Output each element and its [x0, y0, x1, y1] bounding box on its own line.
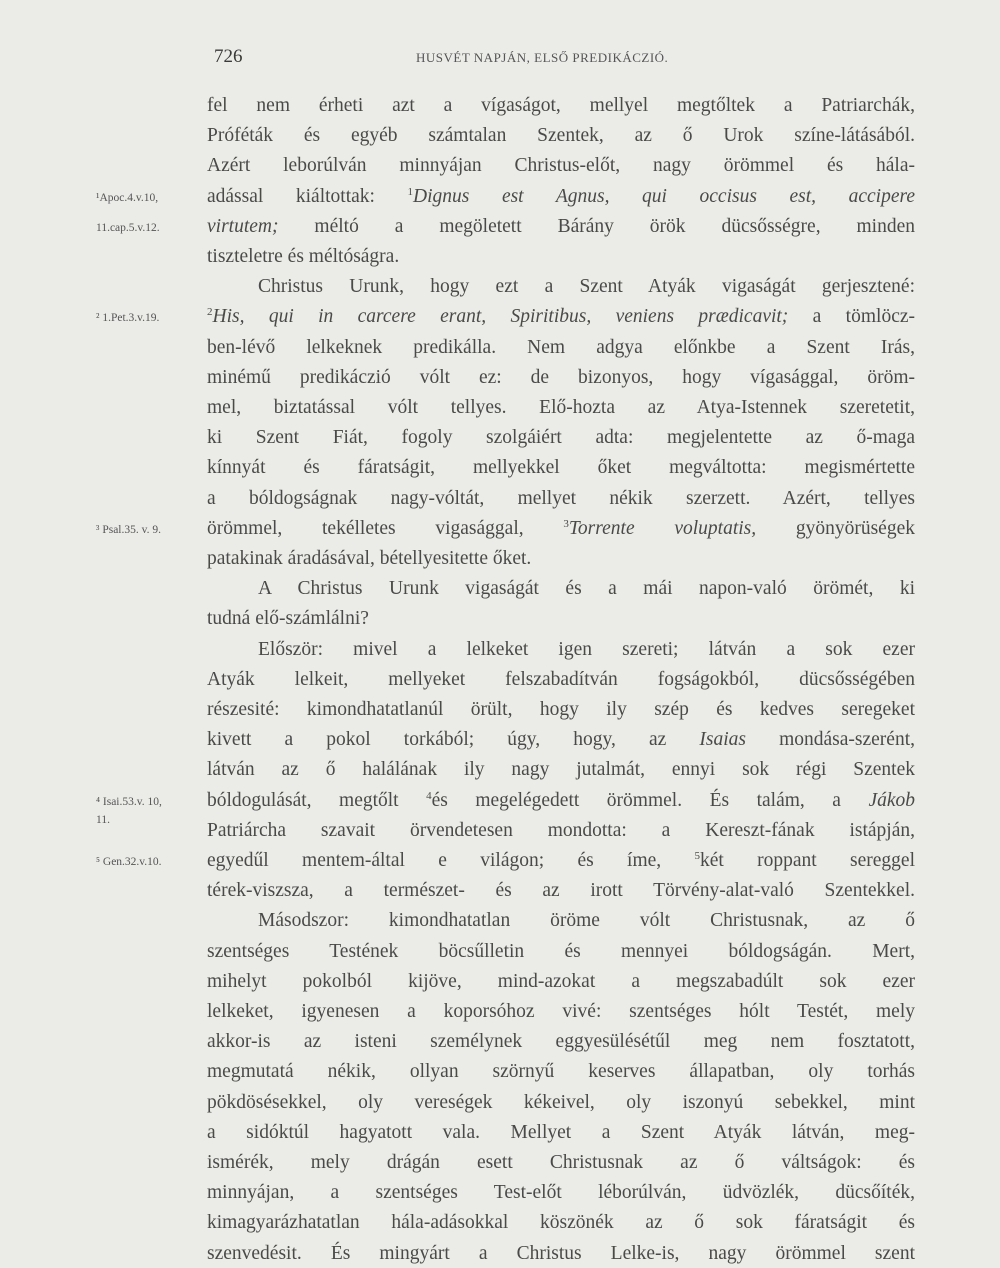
text-segment: adással kiáltottak:: [207, 185, 408, 207]
margin-note: ⁵ Gen.32.v.10.: [96, 856, 162, 868]
margin-note: ⁴ Isai.53.v. 10,: [96, 795, 162, 808]
text-line: kimagyarázhatatlan hála-adásokkal köszönék az ő sok fáratságit és: [207, 1212, 915, 1234]
text-line: mihelyt pokolból kijöve, mind-azokat a megszabadúlt sok ezer: [207, 970, 915, 992]
footnote-marker: 3: [563, 517, 569, 530]
latin-quote: Torrente voluptatis,: [568, 517, 757, 539]
text-segment: egyedűl mentem-által e világon; és íme,: [207, 850, 695, 871]
text-segment: két roppant sereggel: [699, 850, 915, 871]
footnote-marker: 4: [426, 789, 432, 802]
text-segment: és megelégedett örömmel. És talám, a: [431, 789, 869, 811]
text-line: [207, 515, 915, 543]
text-segment: örömmel, tekélletes vigasággal,: [207, 517, 564, 539]
text-line: lelkeket, igyenesen a koporsóhoz vivé: szentséges hólt Testét, mely: [207, 1001, 915, 1022]
margin-note: 11.: [96, 813, 110, 826]
text-line: Patriárcha szavait örvendetesen mondotta: a Kereszt-fának istápján,: [207, 819, 915, 841]
footnote-marker: 5: [694, 850, 700, 862]
text-line: minémű predikáczió vólt ez: de bizonyos, hogy vígasággal, öröm-: [207, 366, 915, 388]
margin-note: 11.cap.5.v.12.: [96, 221, 160, 234]
text-segment: a tömlöcz-: [788, 306, 915, 328]
text-segment: mondása-szerént,: [745, 729, 915, 751]
latin-quote: Jákob: [868, 789, 915, 811]
text-line: [207, 847, 915, 875]
latin-quote: virtutem;: [207, 215, 279, 237]
text-segment: kivett a pokol torkából; úgy, hogy, az: [207, 729, 700, 751]
text-line: Azért leborúlván minnyájan Christus-előt, nagy örömmel és hála-: [207, 155, 915, 177]
text-line: ben-lévő lelkeknek predikálla. Nem adgya előnkbe a Szent Irás,: [207, 336, 915, 358]
text-line: térek-viszsza, a természet- és az irott Törvény-alat-való Szentekkel.: [207, 880, 915, 902]
text-line: patakinak áradásával, bétellyesitette őket.: [207, 548, 532, 569]
text-line: fel nem érheti azt a vígaságot, mellyel megtőltek a Patriarchák,: [207, 95, 915, 116]
text-line: Másodszor: kimondhatatlan öröme vólt Christusnak, az ő: [258, 910, 915, 932]
text-line: minnyájan, a szentséges Test-előt léborúlván, üdvözlék, dücsőíték,: [207, 1182, 915, 1204]
text-line: Atyák lelkeit, mellyeket felszabadítván fogságokból, dücsősségében: [207, 668, 915, 690]
text-line: tudná elő-számlálni?: [207, 608, 369, 630]
margin-note: ³ Psal.35. v. 9.: [96, 523, 161, 536]
text-line: kínnyát és fáratságit, mellyekkel őket megváltotta: megismértette: [207, 457, 915, 479]
footnote-marker: 2: [207, 306, 213, 319]
text-segment: méltó a megöletett Bárány örök dücsősségre, minden: [278, 215, 915, 237]
text-line: részesité: kimondhatatlanúl örült, hogy ily szép és kedves seregeket: [207, 699, 915, 720]
text-line: [207, 726, 915, 754]
latin-quote: Isaias: [699, 729, 746, 751]
footnote-marker: 1: [407, 185, 414, 198]
text-line: szenvedésit. És mingyárt a Christus Lelke-is, nagy örömmel szent: [207, 1242, 915, 1264]
text-line: ismérék, mely drágán esett Christusnak az ő váltságok: és: [207, 1152, 915, 1173]
text-line: megmutatá nékik, ollyan szörnyű keserves állapatban, oly torhás: [207, 1061, 915, 1083]
latin-quote: His, qui in carcere erant, Spiritibus, veniens prædicavit;: [212, 306, 789, 328]
text-line: [207, 303, 915, 331]
text-line: pökdösésekkel, oly vereségek kékeivel, oly iszonyú sebekkel, mint: [207, 1091, 915, 1113]
text-line: akkor-is az isteni személynek eggyesülésétűl meg nem fosztatott,: [207, 1031, 915, 1053]
latin-quote: Dignus est Agnus, qui occisus est, accipere: [413, 185, 915, 207]
margin-note: ² 1.Pet.3.v.19.: [96, 312, 160, 325]
text-line: szentséges Testének böcsűlletin és mennyei bóldogságán. Mert,: [207, 940, 915, 962]
text-line: tiszteletre és méltóságra.: [207, 246, 400, 267]
text-line: látván az ő halálának ily nagy jutalmát, ennyi sok régi Szentek: [207, 759, 915, 781]
text-line: a bóldogságnak nagy-vóltát, mellyet nékik szerzett. Azért, tellyes: [207, 487, 915, 509]
margin-note: ¹Apoc.4.v.10,: [96, 191, 159, 204]
text-line: A Christus Urunk vigaságát és a mái napon-való örömét, ki: [258, 578, 915, 600]
text-line: mel, biztatással vólt tellyes. Elő-hozta az Atya-Istennek szeretetit,: [207, 397, 915, 418]
text-segment: bóldogulását, megtőlt: [207, 789, 427, 811]
text-line: [207, 183, 915, 211]
text-line: Próféták és egyéb számtalan Szentek, az ő Urok színe-látásából.: [207, 125, 915, 147]
text-line: [207, 787, 915, 815]
text-line: Christus Urunk, hogy ezt a Szent Atyák vigaságát gerjesztené:: [258, 276, 915, 298]
text-line: [207, 213, 915, 241]
text-line: ki Szent Fiát, fogoly szolgáiért adta: megjelentette az ő-maga: [207, 427, 915, 449]
text-segment: gyönyörüségek: [756, 517, 915, 539]
text-line: Először: mivel a lelkeket igen szereti; látván a sok ezer: [258, 638, 915, 660]
text-line: a sidóktúl hagyatott vala. Mellyet a Szent Atyák látván, meg-: [207, 1121, 915, 1143]
running-title: HUSVÉT NAPJÁN, ELSŐ PREDIKÁCZIÓ.: [416, 50, 669, 65]
page-number: 726: [214, 46, 243, 67]
page-header: [0, 46, 1000, 70]
